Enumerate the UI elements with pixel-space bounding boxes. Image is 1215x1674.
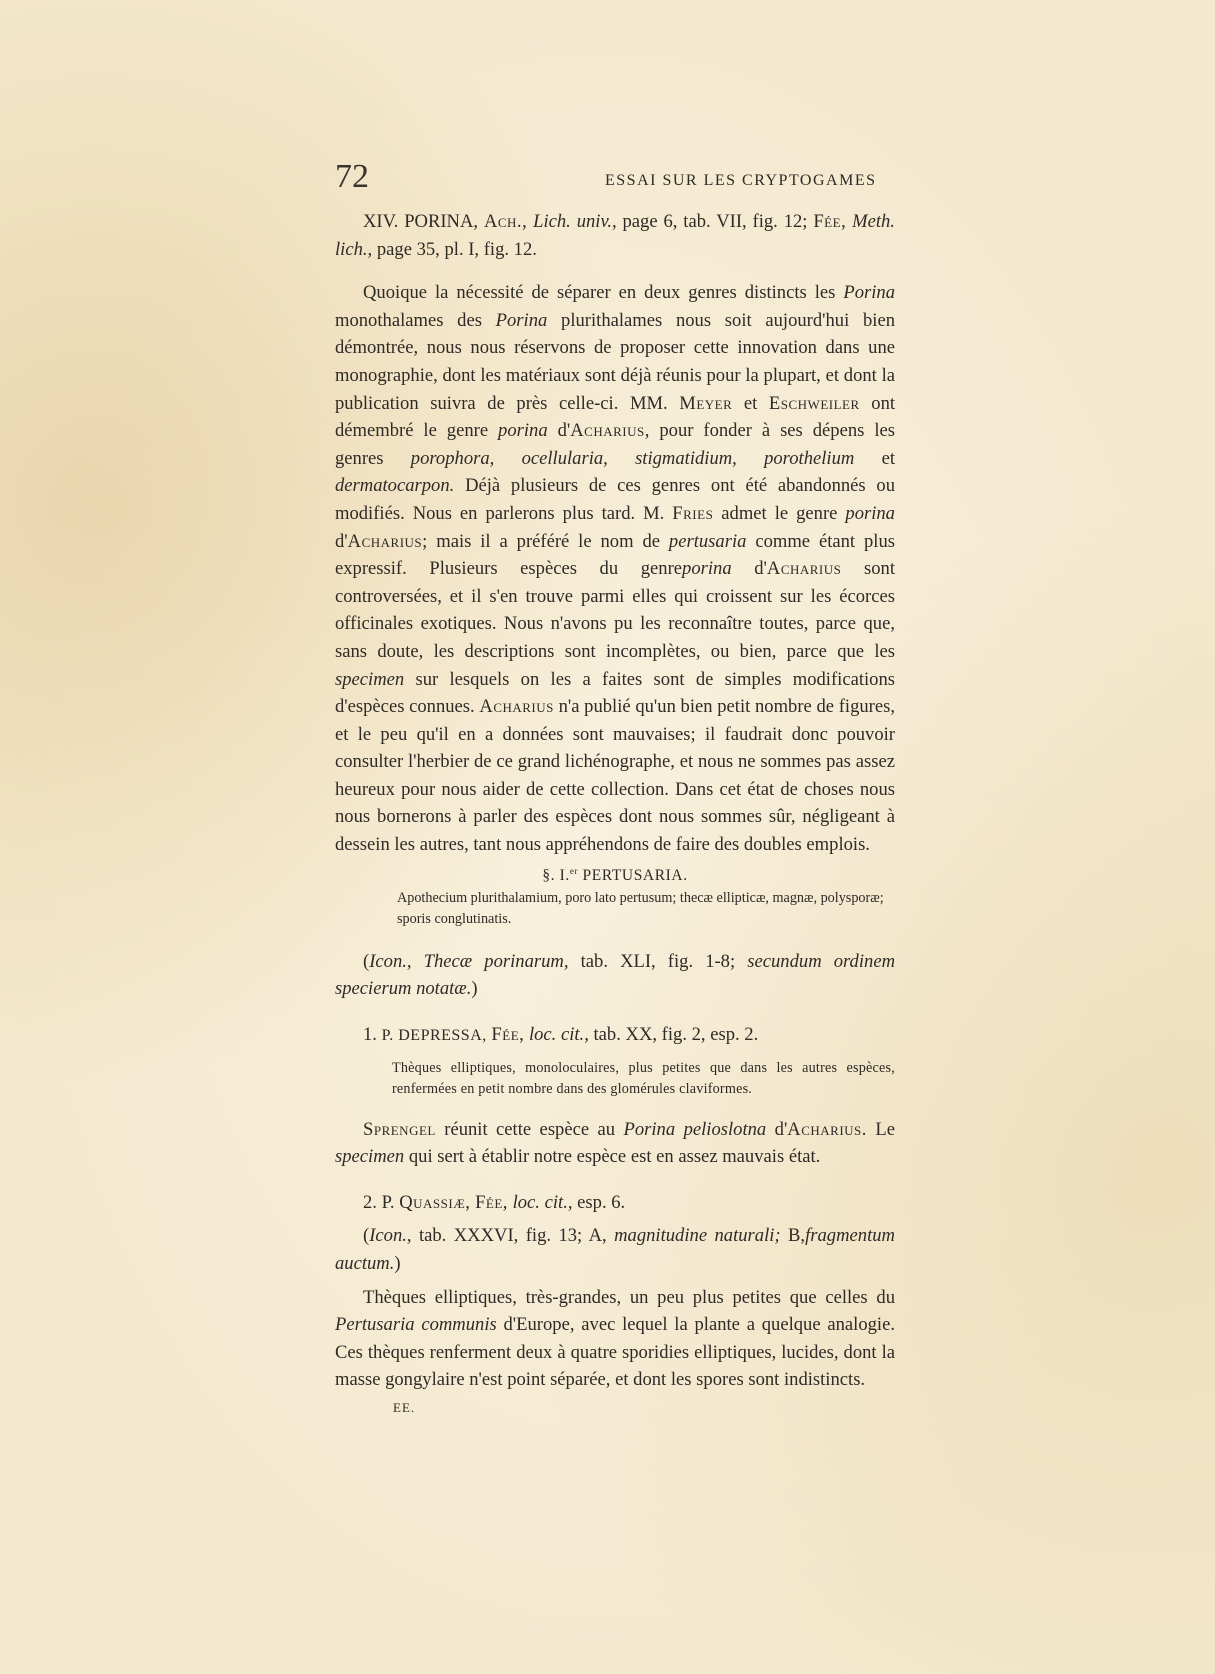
author-name: Fries <box>672 502 714 524</box>
species-icon-reference: (Icon., tab. XXXVI, fig. 13; A, magnitudine naturali; B,fragmentum auctum.) <box>335 1225 895 1274</box>
signature-mark: EE. <box>393 1399 416 1415</box>
icon-reference: (Icon., Thecæ porinarum, tab. XLI, fig. 1-8; secundum ordinem specierum notatæ.) <box>335 950 896 1000</box>
species-description: Thèques elliptiques, très-grandes, un peu plus petites que celles du Pertusaria communis d'Europe, avec lequel la plante a quelque analogie. Ces thèques renferment deux à quatre sporidies elliptiques, lucides, dont la masse gongylaire n'est point séparée, et dont les spores sont indistincts. <box>335 1286 895 1391</box>
genus-author: Ach., <box>483 211 528 232</box>
running-head <box>335 160 895 200</box>
reference-detail: page 35, pl. I, fig. 12. <box>376 238 537 260</box>
genus-name: PORINA, <box>404 211 479 232</box>
body-text <box>335 208 895 1422</box>
author-name: Acharius <box>570 420 645 442</box>
reference-detail: page 6, tab. VII, fig. 12; <box>622 211 808 232</box>
reference-title: Lich. univ., <box>533 211 617 232</box>
genus-number: XIV. <box>363 211 399 232</box>
latin-diagnosis: Apothecium plurithalamium, poro lato pertusum; thecæ ellipticæ, magnæ, polysporæ; sporis conglutinatis. <box>397 889 884 927</box>
reference-author: Fée, <box>813 211 847 232</box>
author-name: Eschweiler <box>768 392 860 414</box>
section-heading: §. I.$^{er}$ PERTUSARIA. <box>542 865 688 884</box>
genus-heading <box>335 208 895 263</box>
page-number: 72 <box>335 158 369 195</box>
species-entry-quassiae: 2. P. Quassiæ, Fée, loc. cit., esp. 6. <box>363 1191 626 1213</box>
running-title: ESSAI SUR LES CRYPTOGAMES <box>605 172 877 189</box>
author-name: Meyer <box>679 392 733 414</box>
reference-title: Meth. lich., <box>335 211 895 260</box>
species-description: Thèques elliptiques, monoloculaires, plus petites que dans les autres espèces, renfermées en petit nombre dans des glomérules claviformes. <box>392 1059 895 1097</box>
species-note: Sprengel réunit cette espèce au Porina pelioslotna d'Acharius. Le specimen qui sert à établir notre espèce est en assez mauvais état. <box>335 1118 895 1168</box>
species-entry-depressa: 1. P. DEPRESSA, Fée, loc. cit., tab. XX, fig. 2, esp. 2. <box>363 1024 759 1045</box>
intro-paragraph: Quoique la nécessité de séparer en deux genres distincts les Porina monothalames des Porina plurithalames nous soit aujourd'hui bien démontrée, nous nous réservons de proposer cette innovation dans une monographie, dont les matériaux sont déjà réunis pour la plupart, et dont la publication suivra de près celle-ci. MM. Meyer et Eschweiler ont démembré le genre porina d'Acharius, pour fonder à ses dépens les genres porophora, ocellularia, stigmatidium, porothelium et dermatocarpon. Déjà plusieurs de ces genres ont été abandonnés ou modifiés. Nous en parlerons plus tard. M. Fries admet le genre porina d'Acharius; mais il a préféré le nom de pertusaria comme étant plus expressif. Plusieurs espèces du genreporina d'Acharius sont controversées, et il s'en trouve parmi elles qui croissent sur les écorces officinales exotiques. Nous n'avons pu les reconnaître toutes, parce que, sans doute, les descriptions sont incomplètes, ou bien, parce que les specimen sur lesquels on les a faites sont de simples modifications d'espèces connues. Acharius n'a publié qu'un bien petit nombre de figures, et le peu qu'il en a données sont mauvaises; il faudrait donc pouvoir consulter l'herbier de ce grand lichénographe, et nous ne sommes pas assez heureux pour nous aider de cette collection. Dans cet état de choses nous nous bornerons à parler des espèces dont nous sommes sûr, négligeant à dessein les autres, tant nous appréhendons de faire des doubles emplois. <box>335 282 896 856</box>
species-name: Quassiæ, <box>399 1191 471 1213</box>
species-name: P. DEPRESSA, <box>381 1027 487 1044</box>
